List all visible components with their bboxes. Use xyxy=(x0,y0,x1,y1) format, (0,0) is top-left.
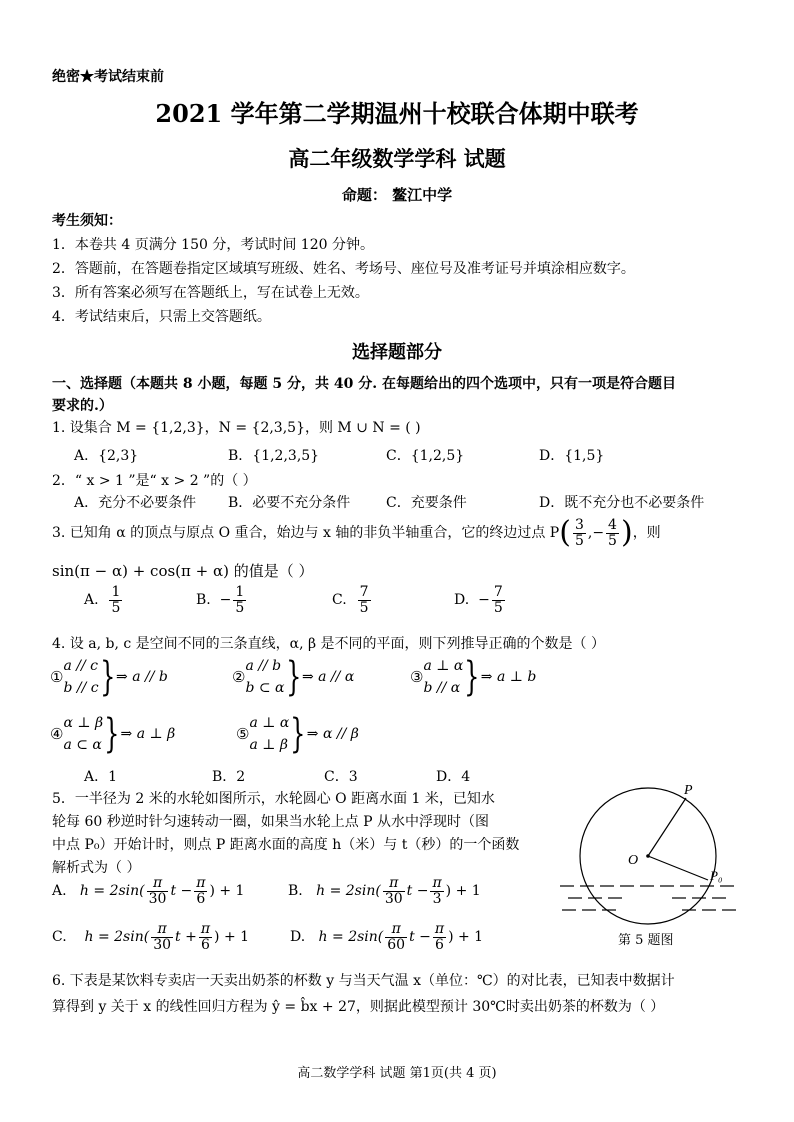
radius-op xyxy=(648,798,686,856)
secret-label: 绝密★考试结束前 xyxy=(52,69,164,85)
q3-stem-text: 3. 已知角 α 的顶点与原点 O 重合，始边与 x 轴的非负半轴重合，它的终边过点 P xyxy=(52,525,560,541)
q2-option-d: D．既不充分也不必要条件 xyxy=(539,495,705,511)
exam-subtitle: 高二年级数学学科 试题 xyxy=(288,146,506,171)
water-surface xyxy=(560,886,736,910)
notice-item-3: 3．所有答案必须写在答题纸上，写在试卷上无效。 xyxy=(52,285,369,301)
q5-line-3: 中点 P₀）开始计时，则点 P 距离水面的高度 h（米）与 t（秒）的一个函数 xyxy=(52,837,520,853)
center-dot xyxy=(646,854,650,858)
q4-item-3: ③a ⊥ α b // α }⇒ a ⊥ b xyxy=(410,654,537,700)
q4-item-2: ②a // b b ⊂ α}⇒ a // α xyxy=(232,654,355,700)
q4-item-5: ⑤a ⊥ α a ⊥ β}⇒ α // β xyxy=(236,711,359,757)
label-p0: P₀ xyxy=(710,868,723,883)
q2-option-c: C．充要条件 xyxy=(386,495,467,511)
q3-point-paren-close: ) xyxy=(620,515,633,550)
q4-item-1: ①a // c b // c}⇒ a // b xyxy=(50,654,168,700)
q1-stem: 1. 设集合 M = {1,2,3}，N = {2,3,5}，则 M ∪ N = ( ) xyxy=(52,420,421,436)
q3-option-d: D. − $\frac{7}{5}$ xyxy=(454,584,503,616)
q3-point-x: $\frac{3}{5}$ xyxy=(574,516,584,549)
q2-stem: 2．“ x > 1 ”是“ x > 2 ”的（ ） xyxy=(52,473,257,489)
q3-stem-tail: ，则 xyxy=(632,525,661,541)
radius-op0 xyxy=(648,856,708,880)
q5-line-1: 5．一半径为 2 米的水轮如图所示，水轮圆心 O 距离水面 1 米，已知水 xyxy=(52,791,495,807)
page-footer: 高二数学学科 试题 第1页(共 4 页) xyxy=(297,1066,497,1081)
q5-line-2: 轮每 60 秒逆时针匀速转动一圈，如果当水轮上点 P 从水中浮现时（图 xyxy=(52,814,490,830)
q5-line-4: 解析式为（ ） xyxy=(52,860,141,876)
q4-option-a: A．1 xyxy=(84,769,118,785)
section-title: 选择题部分 xyxy=(352,342,442,363)
q1-option-b: B．{1,2,3,5} xyxy=(228,448,320,464)
q3-option-a: A. $\frac{1}{5}$ xyxy=(84,584,121,616)
notice-heading: 考生须知： xyxy=(52,213,122,229)
q2-option-b: B．必要不充分条件 xyxy=(228,495,351,511)
label-o: O xyxy=(628,853,639,868)
q1-option-c: C．{1,2,5} xyxy=(386,448,465,464)
q3-option-b: B. − $\frac{1}{5}$ xyxy=(196,584,245,616)
part1-heading-line1: 一、选择题（本题共 8 小题，每题 5 分，共 40 分. 在每题给出的四个选项中，只有一项是符合题目 xyxy=(52,376,676,392)
q1-option-a: A．{2,3} xyxy=(74,448,139,464)
q4-item-4: ④α ⊥ β a ⊂ α}⇒ a ⊥ β xyxy=(50,711,176,757)
q3-stem2: sin(π − α) + cos(π + α) 的值是（ ） xyxy=(52,562,314,580)
q2-option-a: A．充分不必要条件 xyxy=(74,495,197,511)
q4-option-b: B．2 xyxy=(212,769,246,785)
q3-point-y: $\frac{4}{5}$ xyxy=(608,516,617,549)
label-p: P xyxy=(684,783,693,798)
part1-heading-line2: 要求的.） xyxy=(52,398,113,414)
q3-minus: − xyxy=(592,525,605,541)
q5-option-a: A. h = 2sin( $\frac{\pi}{30}$ t − $\frac{\pi}{6}$ ) + 1 xyxy=(52,875,245,907)
q4-option-c: C．3 xyxy=(324,769,358,785)
exam-title: 2021 学年第二学期温州十校联合体期中联考 xyxy=(155,99,639,128)
q5-option-b: B. h = 2sin( $\frac{\pi}{30}$ t − $\frac{\pi}{3}$ ) + 1 xyxy=(288,875,481,907)
q3-stem: 3. 已知角 α 的顶点与原点 O 重合，始边与 x 轴的非负半轴重合，它的终边过点 P( $\frac{3}{5}$ ,− $\frac{4}{5}$ )，则 xyxy=(52,515,661,550)
q6-line-1: 6. 下表是某饮料专卖店一天卖出奶茶的杯数 y 与当天气温 x（单位：℃）的对比表，已知表中数据计 xyxy=(52,973,675,989)
notice-item-4: 4．考试结束后，只需上交答题纸。 xyxy=(52,309,271,325)
notice-item-1: 1．本卷共 4 页满分 150 分，考试时间 120 分钟。 xyxy=(52,237,374,253)
water-wheel-figure xyxy=(552,778,752,928)
figure-caption: 第 5 题图 xyxy=(618,933,674,948)
q4-option-d: D．4 xyxy=(436,769,471,785)
q5-option-d: D. h = 2sin( $\frac{\pi}{60}$ t − $\frac{\pi}{6}$ ) + 1 xyxy=(290,921,484,953)
q4-stem: 4. 设 a, b, c 是空间不同的三条直线，α, β 是不同的平面，则下列推导正确的个数是（ ） xyxy=(52,636,606,652)
exam-author: 命题： 鳌江中学 xyxy=(341,186,453,204)
q6-line-2: 算得到 y 关于 x 的线性回归方程为 ŷ = b̂x + 27，则据此模型预计 30℃时卖出奶茶的杯数为（ ） xyxy=(52,999,665,1015)
q3-point-paren-open: ( xyxy=(559,515,571,550)
notice-item-2: 2．答题前，在答题卷指定区域填写班级、姓名、考场号、座位号及准考证号并填涂相应数字。 xyxy=(52,261,635,277)
q5-option-c: C. h = 2sin( $\frac{\pi}{30}$ t + $\frac{\pi}{6}$ ) + 1 xyxy=(52,921,250,953)
q1-option-d: D．{1,5} xyxy=(539,448,605,464)
q3-option-c: C. $\frac{7}{5}$ xyxy=(332,584,369,616)
